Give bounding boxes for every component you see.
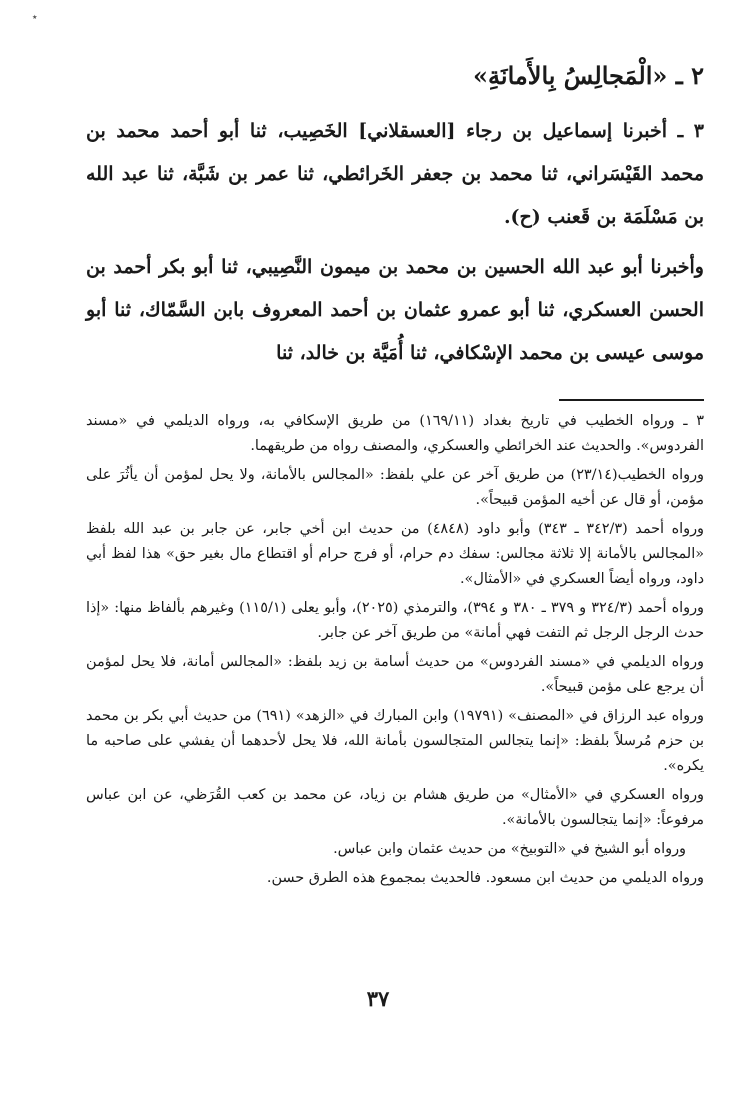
chapter-title: ٢ ـ «الْمَجالِسُ بِالأَمانَةِ» (473, 61, 704, 90)
page-number: ٣٧ (366, 986, 390, 1011)
footnote-8: ورواه أبو الشيخ في «التوبيخ» من حديث عثمان وابن عباس. (333, 840, 686, 857)
footnote-3: ورواه أحمد (٣٤٢/٣ ـ ٣٤٣) وأبو داود (٤٨٤٨) من حديث ابن أخي جابر، عن جابر بن عبد الله بلفظ «المجالس بالأمانة إلا ثلاثة مجالس: سفك دم حرام، أو فرج حرام أو اقتطاع مال بغير حق» هذا لفظ أبي داود، ورواه أيضاً العسكري في «الأمثال». (86, 520, 704, 587)
main-paragraph-1: ٣ ـ أخبرنا إسماعيل بن رجاء [العسقلاني] الخَصِيب، ثنا أبو أحمد محمد بن محمد القَيْسَراني، ثنا محمد بن جعفر الخَرائطي، ثنا عمر بن شَبَّة، ثنا عبد الله بن مَسْلَمَة بن قَعنب (ح). (86, 120, 704, 228)
footnote-separator (559, 399, 704, 401)
scan-speck: ٭ (32, 12, 38, 23)
footnote-9: ورواه الديلمي من حديث ابن مسعود. فالحديث بمجموع هذه الطرق حسن. (266, 869, 704, 886)
footnote-2: ورواه الخطيب(٢٣/١٤) من طريق آخر عن علي بلفظ: «المجالس بالأمانة، ولا يحل لمؤمن أن يأثُرَ على مؤمن، أو قال عن أخيه المؤمن قبيحاً». (86, 466, 704, 508)
footnote-4: ورواه أحمد (٣٢٤/٣ و ٣٧٩ ـ ٣٨٠ و ٣٩٤)، والترمذي (٢٠٢٥)، وأبو يعلى (١١٥/١) وغيرهم بألفاظ منها: «إذا حدث الرجل الرجل ثم التفت فهي أمانة» من طريق آخر عن جابر. (86, 599, 704, 641)
footnote-5: ورواه الديلمي في «مسند الفردوس» من حديث أسامة بن زيد بلفظ: «المجالس أمانة، فلا يحل لمؤمن أن يرجع على مؤمن قبيحاً». (86, 653, 704, 695)
footnote-7: ورواه العسكري في «الأمثال» من طريق هشام بن زياد، عن محمد بن كعب القُرَظي، عن ابن عباس مرفوعاً: «إنما يتجالسون بالأمانة». (86, 786, 704, 828)
footnotes (86, 409, 704, 891)
footnote-6: ورواه عبد الرزاق في «المصنف» (١٩٧٩١) وابن المبارك في «الزهد» (٦٩١) من حديث أبي بكر بن محمد بن حزم مُرسلاً بلفظ: «إنما يتجالس المتجالسون بأمانة الله، فلا يحل لأحدهما أن يفشي على صاحبه ما يكره». (86, 707, 704, 774)
page-body (86, 56, 704, 895)
main-paragraph-2: وأخبرنا أبو عبد الله الحسين بن محمد بن ميمون النَّصِيبي، ثنا أبو بكر أحمد بن الحسن العسكري، ثنا أبو عمرو عثمان بن أحمد المعروف بابن السَّمّاك، ثنا أبو موسى عيسى بن محمد الإسْكافي، ثنا أُمَيَّة بن خالد، ثنا (86, 256, 704, 364)
footnote-1: ٣ ـ ورواه الخطيب في تاريخ بغداد (١٦٩/١١) من طريق الإسكافي به، ورواه الديلمي في «مسند الفردوس». والحديث عند الخرائطي والعسكري، والمصنف رواه من طريقهما. (86, 412, 704, 454)
